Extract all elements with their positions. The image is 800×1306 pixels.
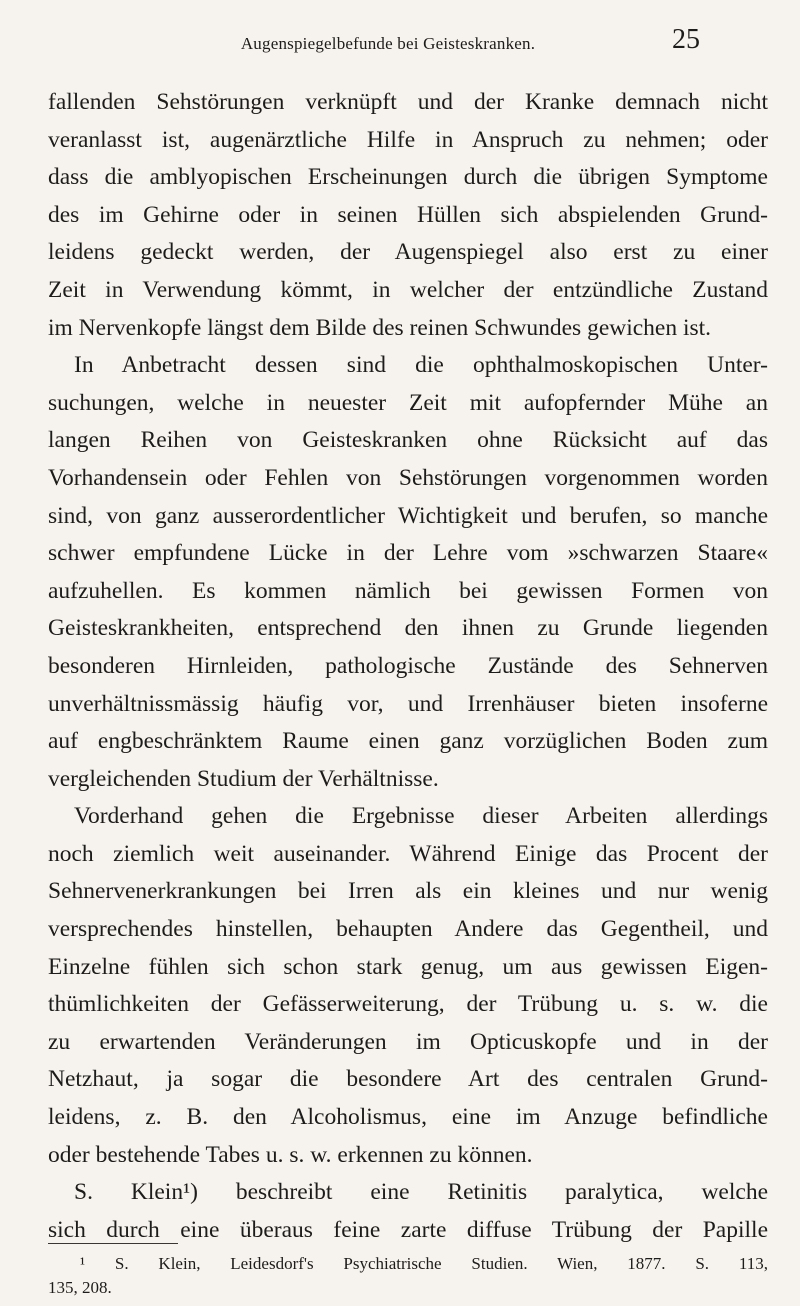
text-line: Geisteskrankheiten, entsprechend den ihnen zu Grunde liegenden: [48, 615, 768, 642]
text-line: im Nervenkopfe längst dem Bilde des reinen Schwundes gewichen ist.: [48, 314, 712, 341]
footnote-line: ¹ S. Klein, Leidesdorf's Psychiatrische Studien. Wien, 1877. S. 113,: [80, 1254, 768, 1273]
text-line: langen Reihen von Geisteskranken ohne Rücksicht auf das: [48, 427, 768, 454]
footnotes: [48, 1252, 768, 1300]
text-line: Vorhandensein oder Fehlen von Sehstörungen vorgenommen worden: [48, 464, 768, 491]
text-line: Netzhaut, ja sogar die besondere Art des centralen Grund-: [48, 1066, 768, 1093]
text-line: dass die amblyopischen Erscheinungen durch die übrigen Symptome: [48, 164, 768, 191]
page-number: 25: [672, 24, 700, 55]
text-line: unverhältnissmässig häufig vor, und Irrenhäuser bieten insoferne: [48, 690, 768, 717]
text-line: noch ziemlich weit auseinander. Während Einige das Procent der: [48, 840, 768, 867]
text-line: aufzuhellen. Es kommen nämlich bei gewissen Formen von: [48, 577, 768, 604]
text-line: leidens, z. B. den Alcoholismus, eine im Anzuge befindliche: [48, 1104, 768, 1131]
text-line: Vorderhand gehen die Ergebnisse dieser Arbeiten allerdings: [74, 803, 768, 830]
text-line: fallenden Sehstörungen verknüpft und der Kranke demnach nicht: [48, 89, 768, 115]
text-line: zu erwartenden Veränderungen im Opticuskopfe und in der: [48, 1028, 768, 1055]
text-line: sich durch eine überaus feine zarte diffuse Trübung der Papille: [48, 1216, 768, 1243]
footnote-rule: [48, 1243, 178, 1244]
text-line: leidens gedeckt werden, der Augenspiegel also erst zu einer: [48, 239, 768, 266]
text-line: auf engbeschränktem Raume einen ganz vorzüglichen Boden zum: [48, 728, 768, 755]
text-line: Sehnervenerkrankungen bei Irren als ein kleines und nur wenig: [48, 878, 768, 905]
body-text: [48, 84, 768, 1249]
text-line: versprechendes hinstellen, behaupten Andere das Gegentheil, und: [48, 916, 768, 943]
text-line: suchungen, welche in neuester Zeit mit aufopfernder Mühe an: [48, 389, 768, 416]
footnote-line: 135, 208.: [48, 1278, 112, 1297]
text-line: thümlichkeiten der Gefässerweiterung, der Trübung u. s. w. die: [48, 991, 768, 1018]
text-line: sind, von ganz ausserordentlicher Wichtigkeit und berufen, so manche: [48, 502, 768, 529]
text-line: In Anbetracht dessen sind die ophthalmoskopischen Unter-: [74, 352, 768, 379]
text-line: des im Gehirne oder in seinen Hüllen sich abspielenden Grund-: [48, 201, 768, 228]
text-line: Einzelne fühlen sich schon stark genug, um aus gewissen Eigen-: [48, 953, 768, 980]
text-line: oder bestehende Tabes u. s. w. erkennen zu können.: [48, 1141, 533, 1168]
text-line: besonderen Hirnleiden, pathologische Zustände des Sehnerven: [48, 652, 768, 679]
text-line: schwer empfundene Lücke in der Lehre vom »schwarzen Staare«: [48, 540, 768, 567]
running-head: Augenspiegelbefunde bei Geisteskranken.: [240, 34, 536, 53]
text-line: veranlasst ist, augenärztliche Hilfe in Anspruch zu nehmen; oder: [48, 126, 768, 153]
text-line: Zeit in Verwendung kömmt, in welcher der entzündliche Zustand: [48, 276, 768, 303]
text-line: vergleichenden Studium der Verhältnisse.: [48, 765, 439, 792]
text-line: S. Klein¹) beschreibt eine Retinitis paralytica, welche: [74, 1179, 768, 1206]
